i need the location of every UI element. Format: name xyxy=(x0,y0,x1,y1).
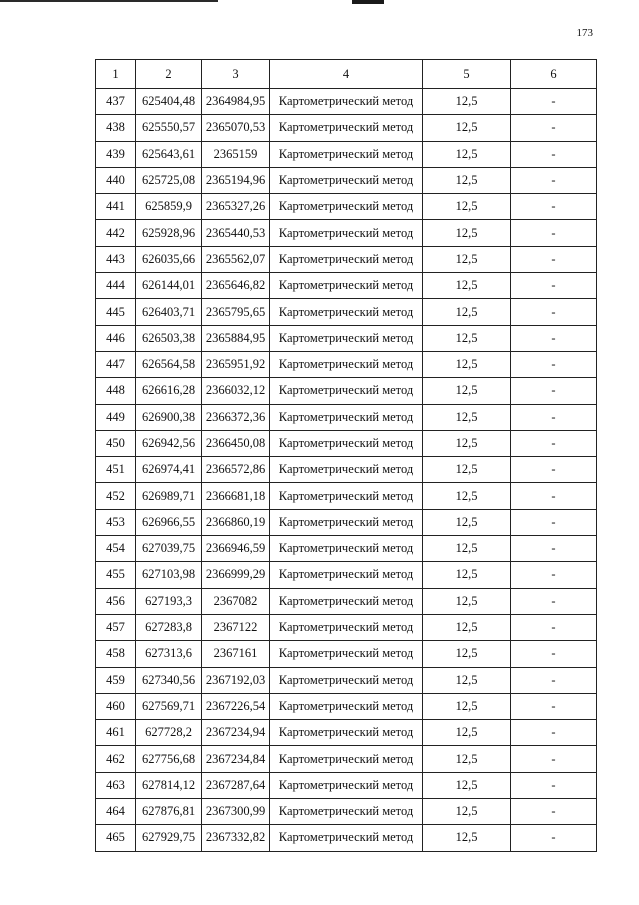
y-coordinate-cell: 2365646,82 xyxy=(202,273,270,299)
point-number-cell: 449 xyxy=(96,404,136,430)
description-cell: - xyxy=(511,588,597,614)
column-header-1: 1 xyxy=(96,60,136,89)
method-cell: Картометрический метод xyxy=(270,614,423,640)
point-number-cell: 440 xyxy=(96,167,136,193)
method-cell: Картометрический метод xyxy=(270,799,423,825)
method-cell: Картометрический метод xyxy=(270,667,423,693)
table-row xyxy=(96,562,597,588)
x-coordinate-cell: 625859,9 xyxy=(136,194,202,220)
description-cell: - xyxy=(511,273,597,299)
table-row xyxy=(96,588,597,614)
y-coordinate-cell: 2367192,03 xyxy=(202,667,270,693)
point-number-cell: 458 xyxy=(96,641,136,667)
x-coordinate-cell: 627728,2 xyxy=(136,720,202,746)
table-row xyxy=(96,483,597,509)
point-number-cell: 446 xyxy=(96,325,136,351)
method-cell: Картометрический метод xyxy=(270,378,423,404)
description-cell: - xyxy=(511,220,597,246)
method-cell: Картометрический метод xyxy=(270,825,423,851)
point-number-cell: 445 xyxy=(96,299,136,325)
description-cell: - xyxy=(511,641,597,667)
accuracy-cell: 12,5 xyxy=(423,641,511,667)
accuracy-cell: 12,5 xyxy=(423,246,511,272)
y-coordinate-cell: 2367234,94 xyxy=(202,720,270,746)
point-number-cell: 457 xyxy=(96,614,136,640)
table-row xyxy=(96,667,597,693)
y-coordinate-cell: 2366999,29 xyxy=(202,562,270,588)
x-coordinate-cell: 625643,61 xyxy=(136,141,202,167)
accuracy-cell: 12,5 xyxy=(423,588,511,614)
y-coordinate-cell: 2364984,95 xyxy=(202,89,270,115)
x-coordinate-cell: 626966,55 xyxy=(136,509,202,535)
table-row xyxy=(96,430,597,456)
description-cell: - xyxy=(511,194,597,220)
method-cell: Картометрический метод xyxy=(270,562,423,588)
description-cell: - xyxy=(511,720,597,746)
table-row xyxy=(96,825,597,851)
x-coordinate-cell: 627103,98 xyxy=(136,562,202,588)
method-cell: Картометрический метод xyxy=(270,457,423,483)
point-number-cell: 447 xyxy=(96,351,136,377)
method-cell: Картометрический метод xyxy=(270,89,423,115)
x-coordinate-cell: 627039,75 xyxy=(136,536,202,562)
column-header-3: 3 xyxy=(202,60,270,89)
table-row xyxy=(96,299,597,325)
point-number-cell: 448 xyxy=(96,378,136,404)
x-coordinate-cell: 627929,75 xyxy=(136,825,202,851)
y-coordinate-cell: 2365951,92 xyxy=(202,351,270,377)
accuracy-cell: 12,5 xyxy=(423,536,511,562)
accuracy-cell: 12,5 xyxy=(423,404,511,430)
table-header xyxy=(96,60,597,89)
point-number-cell: 439 xyxy=(96,141,136,167)
point-number-cell: 442 xyxy=(96,220,136,246)
table-row xyxy=(96,194,597,220)
accuracy-cell: 12,5 xyxy=(423,825,511,851)
method-cell: Картометрический метод xyxy=(270,141,423,167)
top-rule-right xyxy=(352,0,384,4)
description-cell: - xyxy=(511,167,597,193)
description-cell: - xyxy=(511,351,597,377)
accuracy-cell: 12,5 xyxy=(423,115,511,141)
accuracy-cell: 12,5 xyxy=(423,457,511,483)
x-coordinate-cell: 626564,58 xyxy=(136,351,202,377)
accuracy-cell: 12,5 xyxy=(423,141,511,167)
method-cell: Картометрический метод xyxy=(270,404,423,430)
coordinates-table xyxy=(95,59,597,852)
point-number-cell: 463 xyxy=(96,772,136,798)
table-row xyxy=(96,457,597,483)
description-cell: - xyxy=(511,325,597,351)
table-row xyxy=(96,220,597,246)
y-coordinate-cell: 2367234,84 xyxy=(202,746,270,772)
method-cell: Картометрический метод xyxy=(270,588,423,614)
point-number-cell: 454 xyxy=(96,536,136,562)
description-cell: - xyxy=(511,536,597,562)
description-cell: - xyxy=(511,562,597,588)
description-cell: - xyxy=(511,378,597,404)
accuracy-cell: 12,5 xyxy=(423,562,511,588)
table-row xyxy=(96,115,597,141)
x-coordinate-cell: 627569,71 xyxy=(136,693,202,719)
accuracy-cell: 12,5 xyxy=(423,720,511,746)
x-coordinate-cell: 627313,6 xyxy=(136,641,202,667)
accuracy-cell: 12,5 xyxy=(423,746,511,772)
y-coordinate-cell: 2367300,99 xyxy=(202,799,270,825)
description-cell: - xyxy=(511,825,597,851)
point-number-cell: 452 xyxy=(96,483,136,509)
y-coordinate-cell: 2367082 xyxy=(202,588,270,614)
method-cell: Картометрический метод xyxy=(270,246,423,272)
method-cell: Картометрический метод xyxy=(270,746,423,772)
accuracy-cell: 12,5 xyxy=(423,299,511,325)
y-coordinate-cell: 2367332,82 xyxy=(202,825,270,851)
description-cell: - xyxy=(511,772,597,798)
table-row xyxy=(96,536,597,562)
point-number-cell: 455 xyxy=(96,562,136,588)
table-row xyxy=(96,246,597,272)
x-coordinate-cell: 625404,48 xyxy=(136,89,202,115)
point-number-cell: 461 xyxy=(96,720,136,746)
method-cell: Картометрический метод xyxy=(270,720,423,746)
method-cell: Картометрический метод xyxy=(270,220,423,246)
table-row xyxy=(96,641,597,667)
table-row xyxy=(96,167,597,193)
y-coordinate-cell: 2365194,96 xyxy=(202,167,270,193)
point-number-cell: 438 xyxy=(96,115,136,141)
column-header-6: 6 xyxy=(511,60,597,89)
x-coordinate-cell: 626900,38 xyxy=(136,404,202,430)
y-coordinate-cell: 2365440,53 xyxy=(202,220,270,246)
table-row xyxy=(96,693,597,719)
y-coordinate-cell: 2365795,65 xyxy=(202,299,270,325)
description-cell: - xyxy=(511,457,597,483)
x-coordinate-cell: 627876,81 xyxy=(136,799,202,825)
description-cell: - xyxy=(511,614,597,640)
table-row xyxy=(96,378,597,404)
description-cell: - xyxy=(511,115,597,141)
x-coordinate-cell: 626503,38 xyxy=(136,325,202,351)
accuracy-cell: 12,5 xyxy=(423,509,511,535)
y-coordinate-cell: 2366572,86 xyxy=(202,457,270,483)
x-coordinate-cell: 627193,3 xyxy=(136,588,202,614)
y-coordinate-cell: 2367161 xyxy=(202,641,270,667)
table-row xyxy=(96,772,597,798)
description-cell: - xyxy=(511,141,597,167)
table-row xyxy=(96,614,597,640)
table-body xyxy=(96,89,597,852)
table-row xyxy=(96,89,597,115)
accuracy-cell: 12,5 xyxy=(423,614,511,640)
method-cell: Картометрический метод xyxy=(270,167,423,193)
point-number-cell: 443 xyxy=(96,246,136,272)
method-cell: Картометрический метод xyxy=(270,536,423,562)
x-coordinate-cell: 626942,56 xyxy=(136,430,202,456)
y-coordinate-cell: 2366372,36 xyxy=(202,404,270,430)
description-cell: - xyxy=(511,483,597,509)
y-coordinate-cell: 2365327,26 xyxy=(202,194,270,220)
method-cell: Картометрический метод xyxy=(270,641,423,667)
y-coordinate-cell: 2366450,08 xyxy=(202,430,270,456)
table-row xyxy=(96,509,597,535)
y-coordinate-cell: 2367287,64 xyxy=(202,772,270,798)
accuracy-cell: 12,5 xyxy=(423,325,511,351)
point-number-cell: 441 xyxy=(96,194,136,220)
point-number-cell: 451 xyxy=(96,457,136,483)
method-cell: Картометрический метод xyxy=(270,299,423,325)
column-header-4: 4 xyxy=(270,60,423,89)
y-coordinate-cell: 2365159 xyxy=(202,141,270,167)
method-cell: Картометрический метод xyxy=(270,273,423,299)
accuracy-cell: 12,5 xyxy=(423,89,511,115)
x-coordinate-cell: 626616,28 xyxy=(136,378,202,404)
accuracy-cell: 12,5 xyxy=(423,693,511,719)
accuracy-cell: 12,5 xyxy=(423,483,511,509)
y-coordinate-cell: 2366681,18 xyxy=(202,483,270,509)
page-number: 173 xyxy=(576,27,593,39)
point-number-cell: 465 xyxy=(96,825,136,851)
y-coordinate-cell: 2365070,53 xyxy=(202,115,270,141)
accuracy-cell: 12,5 xyxy=(423,273,511,299)
point-number-cell: 437 xyxy=(96,89,136,115)
column-header-5: 5 xyxy=(423,60,511,89)
table-row xyxy=(96,141,597,167)
description-cell: - xyxy=(511,246,597,272)
x-coordinate-cell: 626144,01 xyxy=(136,273,202,299)
description-cell: - xyxy=(511,430,597,456)
table-row xyxy=(96,746,597,772)
description-cell: - xyxy=(511,404,597,430)
method-cell: Картометрический метод xyxy=(270,483,423,509)
method-cell: Картометрический метод xyxy=(270,430,423,456)
point-number-cell: 453 xyxy=(96,509,136,535)
x-coordinate-cell: 626403,71 xyxy=(136,299,202,325)
accuracy-cell: 12,5 xyxy=(423,167,511,193)
description-cell: - xyxy=(511,746,597,772)
x-coordinate-cell: 627340,56 xyxy=(136,667,202,693)
accuracy-cell: 12,5 xyxy=(423,772,511,798)
description-cell: - xyxy=(511,89,597,115)
header-row xyxy=(96,60,597,89)
description-cell: - xyxy=(511,693,597,719)
x-coordinate-cell: 627814,12 xyxy=(136,772,202,798)
y-coordinate-cell: 2365562,07 xyxy=(202,246,270,272)
point-number-cell: 459 xyxy=(96,667,136,693)
description-cell: - xyxy=(511,299,597,325)
point-number-cell: 456 xyxy=(96,588,136,614)
table-row xyxy=(96,325,597,351)
table-row xyxy=(96,799,597,825)
point-number-cell: 462 xyxy=(96,746,136,772)
x-coordinate-cell: 625550,57 xyxy=(136,115,202,141)
accuracy-cell: 12,5 xyxy=(423,378,511,404)
accuracy-cell: 12,5 xyxy=(423,430,511,456)
top-rule-left xyxy=(0,0,218,2)
point-number-cell: 464 xyxy=(96,799,136,825)
y-coordinate-cell: 2366946,59 xyxy=(202,536,270,562)
description-cell: - xyxy=(511,667,597,693)
method-cell: Картометрический метод xyxy=(270,194,423,220)
y-coordinate-cell: 2366032,12 xyxy=(202,378,270,404)
method-cell: Картометрический метод xyxy=(270,115,423,141)
table-row xyxy=(96,273,597,299)
accuracy-cell: 12,5 xyxy=(423,194,511,220)
description-cell: - xyxy=(511,509,597,535)
x-coordinate-cell: 625928,96 xyxy=(136,220,202,246)
x-coordinate-cell: 626035,66 xyxy=(136,246,202,272)
table-row xyxy=(96,351,597,377)
point-number-cell: 460 xyxy=(96,693,136,719)
y-coordinate-cell: 2367226,54 xyxy=(202,693,270,719)
table-row xyxy=(96,404,597,430)
x-coordinate-cell: 627756,68 xyxy=(136,746,202,772)
method-cell: Картометрический метод xyxy=(270,772,423,798)
accuracy-cell: 12,5 xyxy=(423,667,511,693)
accuracy-cell: 12,5 xyxy=(423,351,511,377)
x-coordinate-cell: 625725,08 xyxy=(136,167,202,193)
y-coordinate-cell: 2367122 xyxy=(202,614,270,640)
table-row xyxy=(96,720,597,746)
x-coordinate-cell: 626974,41 xyxy=(136,457,202,483)
point-number-cell: 450 xyxy=(96,430,136,456)
x-coordinate-cell: 627283,8 xyxy=(136,614,202,640)
y-coordinate-cell: 2366860,19 xyxy=(202,509,270,535)
method-cell: Картометрический метод xyxy=(270,351,423,377)
x-coordinate-cell: 626989,71 xyxy=(136,483,202,509)
point-number-cell: 444 xyxy=(96,273,136,299)
description-cell: - xyxy=(511,799,597,825)
method-cell: Картометрический метод xyxy=(270,693,423,719)
method-cell: Картометрический метод xyxy=(270,325,423,351)
accuracy-cell: 12,5 xyxy=(423,799,511,825)
accuracy-cell: 12,5 xyxy=(423,220,511,246)
column-header-2: 2 xyxy=(136,60,202,89)
method-cell: Картометрический метод xyxy=(270,509,423,535)
y-coordinate-cell: 2365884,95 xyxy=(202,325,270,351)
